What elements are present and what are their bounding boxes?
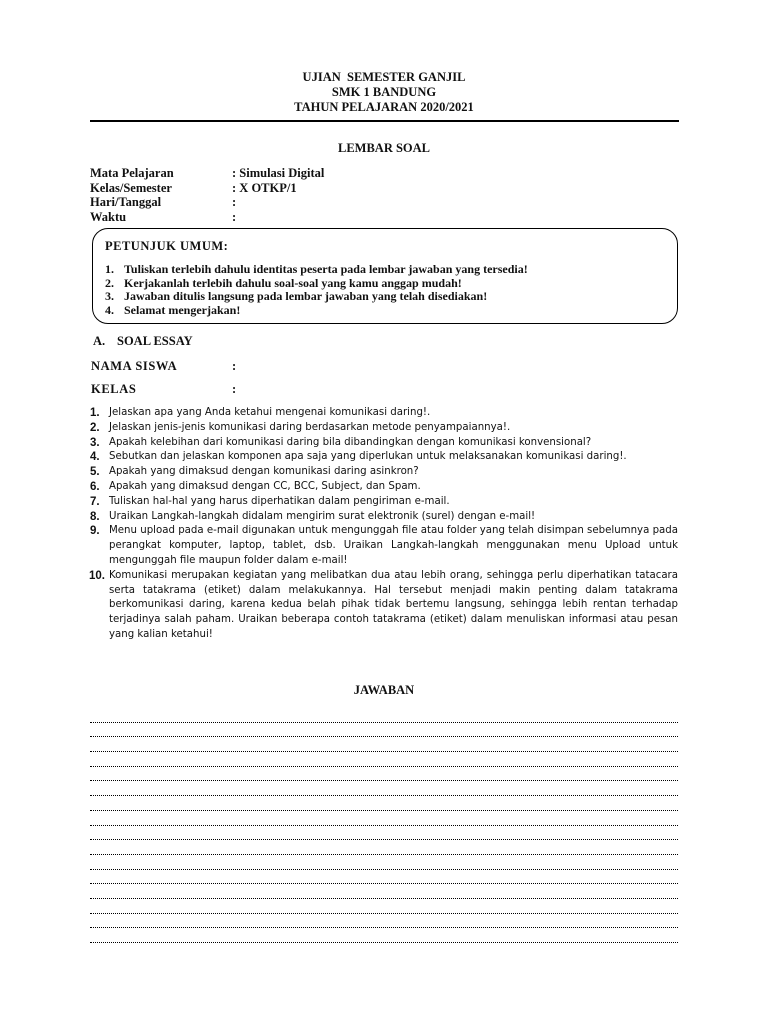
header-school-name: SMK 1 BANDUNG <box>331 85 437 99</box>
info-row <box>90 181 490 196</box>
question-number: 1. <box>90 407 100 419</box>
question-item <box>90 524 678 568</box>
question-number: 5. <box>90 466 100 479</box>
question-number: 3. <box>90 436 100 449</box>
question-text: Menu upload pada e-mail digunakan untuk mengunggah file atau folder yang telah disimpan sebelumnya pada perangkat komputer, laptop, tablet, dsb. Uraikan Langkah-langkah menggunakan menu Upload untuk mengunggah file maupun folder dalam e-mail! <box>109 525 678 566</box>
answer-area[interactable] <box>90 708 678 943</box>
question-number: 2. <box>90 421 100 434</box>
instruction-item <box>105 304 528 318</box>
answer-line[interactable] <box>90 767 678 782</box>
header-exam-title: UJIAN SEMESTER GANJIL <box>302 70 466 84</box>
answer-line[interactable] <box>90 737 678 752</box>
answer-line[interactable] <box>90 840 678 855</box>
answer-line[interactable] <box>90 811 678 826</box>
answer-line[interactable] <box>90 781 678 796</box>
answer-line[interactable] <box>90 884 678 899</box>
info-value: : <box>232 195 237 209</box>
question-list <box>90 406 678 643</box>
answer-line[interactable] <box>90 899 678 914</box>
answer-line[interactable] <box>90 796 678 811</box>
exam-info <box>90 166 490 224</box>
section-title: SOAL ESSAY <box>117 334 193 348</box>
answer-line[interactable] <box>90 723 678 738</box>
student-field-label: KELAS <box>91 382 137 396</box>
instructions-list <box>105 263 528 317</box>
question-number: 7. <box>90 495 100 508</box>
section-heading <box>93 334 193 349</box>
instruction-item <box>105 277 528 291</box>
exam-header <box>0 70 768 115</box>
question-text: Uraikan Langkah-langkah didalam mengirim surat elektronik (surel) dengan e-mail! <box>109 510 536 522</box>
question-text: Tuliskan hal-hal yang harus diperhatikan dalam pengiriman e-mail. <box>109 495 450 507</box>
student-field-class <box>91 382 391 405</box>
instruction-item <box>105 290 528 304</box>
question-text: Apakah yang dimaksud dengan komunikasi daring asinkron? <box>109 466 419 478</box>
question-item <box>90 510 678 525</box>
info-row <box>90 210 490 225</box>
info-label: Mata Pelajaran <box>90 166 174 180</box>
instruction-number: 2. <box>105 275 114 290</box>
section-number: A. <box>93 334 106 348</box>
question-text: Apakah yang dimaksud dengan CC, BCC, Subject, dan Spam. <box>109 480 421 492</box>
info-row <box>90 166 490 181</box>
student-field-colon: : <box>232 382 237 396</box>
question-item <box>90 569 678 643</box>
info-value: : X OTKP/1 <box>232 180 297 195</box>
instruction-number: 3. <box>105 289 114 303</box>
question-item <box>90 480 678 495</box>
question-text: Komunikasi merupakan kegiatan yang melibatkan dua atau lebih orang, sehingga perlu diperhatikan tatacara serta tatakrama (etiket) dalam melakukannya. Hal tersebut menjadi makin penting dalam tatakrama berkomunikasi daring, karena kedua belah pihak tidak bertemu langsung, sehingga lebih rentan terhadap terjadinya salah paham. Uraikan beberapa contoh tatakrama (etiket) dalam menuliskan informasi atau pesan yang kalian ketahui! <box>109 569 678 640</box>
instruction-text: Tuliskan terlebih dahulu identitas peserta pada lembar jawaban yang tersedia! <box>124 262 528 276</box>
info-label: Kelas/Semester <box>90 180 172 195</box>
student-field-colon: : <box>232 359 237 373</box>
question-item <box>90 436 678 451</box>
question-item <box>90 450 678 465</box>
student-fields <box>91 359 391 405</box>
info-value: : <box>232 209 237 224</box>
instruction-number: 1. <box>105 262 114 276</box>
answer-line[interactable] <box>90 752 678 767</box>
instruction-text: Jawaban ditulis langsung pada lembar jawaban yang telah disediakan! <box>124 289 488 303</box>
instructions-box <box>92 228 678 324</box>
answer-line[interactable] <box>90 708 678 723</box>
question-text: Jelaskan apa yang Anda ketahui mengenai komunikasi daring!. <box>109 407 431 418</box>
student-field-name <box>91 359 391 382</box>
header-divider <box>90 120 679 122</box>
question-item <box>90 406 678 421</box>
question-text: Apakah kelebihan dari komunikasi daring bila dibandingkan dengan komunikasi konvensional? <box>109 436 592 448</box>
question-number: 10. <box>89 569 105 582</box>
question-number: 8. <box>90 510 100 523</box>
info-value: : Simulasi Digital <box>232 166 325 180</box>
question-item <box>90 465 678 480</box>
info-label: Hari/Tanggal <box>90 195 162 209</box>
question-number: 9. <box>90 525 100 538</box>
student-field-label: NAMA SISWA <box>91 359 178 373</box>
question-text: Jelaskan jenis-jenis komunikasi daring berdasarkan metode penyampaiannya!. <box>109 421 511 433</box>
answer-line[interactable] <box>90 855 678 870</box>
jawaban-title: JAWABAN <box>353 683 415 697</box>
answer-line[interactable] <box>90 928 678 943</box>
question-number: 4. <box>90 451 100 464</box>
question-item <box>90 421 678 436</box>
instruction-text: Kerjakanlah terlebih dahulu soal-soal yang kamu anggap mudah! <box>124 275 462 290</box>
answer-line[interactable] <box>90 826 678 841</box>
info-row <box>90 195 490 210</box>
instruction-number: 4. <box>105 302 114 317</box>
header-academic-year: TAHUN PELAJARAN 2020/2021 <box>294 100 474 114</box>
instruction-text: Selamat mengerjakan! <box>124 302 241 317</box>
instructions-title: PETUNJUK UMUM: <box>105 239 229 253</box>
info-label: Waktu <box>90 209 127 224</box>
question-item <box>90 495 678 510</box>
answer-line[interactable] <box>90 870 678 885</box>
question-text: Sebutkan dan jelaskan komponen apa saja yang diperlukan untuk melaksanakan komunikasi daring!. <box>109 451 627 463</box>
instruction-item <box>105 263 528 277</box>
question-number: 6. <box>90 480 100 493</box>
lembar-soal-title: LEMBAR SOAL <box>337 141 431 155</box>
answer-line[interactable] <box>90 914 678 929</box>
